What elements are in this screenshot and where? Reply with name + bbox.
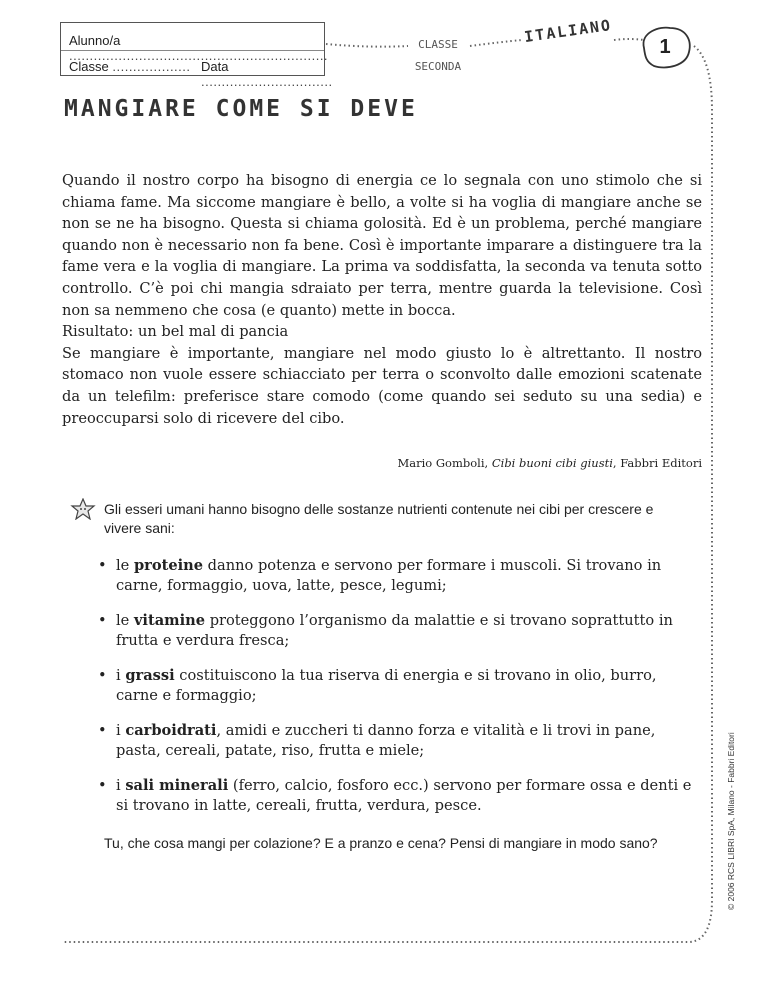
star-icon bbox=[70, 498, 96, 520]
item-text: , amidi e zuccheri ti danno forza e vitalità e li trovi in pane, pasta, cereali, patate, riso, frutta e miele; bbox=[116, 722, 656, 759]
intro-text: Gli esseri umani hanno bisogno delle sostanze nutrienti contenute nei cibi per crescere e vivere sani: bbox=[104, 501, 654, 536]
item-name: sali minerali bbox=[125, 777, 229, 794]
list-item bbox=[98, 666, 696, 706]
bullet-icon: • bbox=[98, 667, 107, 684]
list-item bbox=[98, 776, 696, 816]
item-text: (ferro, calcio, fosforo ecc.) servono per formare ossa e denti e si trovano in latte, cereali, frutta, verdura, pesce. bbox=[116, 777, 692, 814]
student-dots: ............................................................... bbox=[69, 48, 329, 63]
class-label: Classe bbox=[69, 59, 109, 74]
grade-line1: CLASSE bbox=[418, 38, 458, 51]
list-item bbox=[98, 556, 696, 596]
item-article: i bbox=[116, 667, 126, 684]
item-name: carboidrati bbox=[125, 722, 217, 739]
student-info-box bbox=[60, 22, 333, 89]
page-number: 1 bbox=[659, 36, 671, 58]
main-text bbox=[62, 170, 702, 429]
grade-label bbox=[408, 34, 468, 78]
grade-line2: SECONDA bbox=[414, 60, 462, 73]
paragraph-2: Risultato: un bel mal di pancia bbox=[62, 323, 289, 341]
item-article: le bbox=[116, 557, 134, 574]
subject-label: ITALIANO bbox=[523, 15, 614, 47]
citation-book: Cibi buoni cibi giusti bbox=[491, 456, 613, 470]
list-item bbox=[98, 721, 696, 761]
paragraph-3: Se mangiare è importante, mangiare nel modo giusto lo è altrettanto. Il nostro stomaco non vuole essere schiacciato per terra o sconvolto dalle emozioni scatenate da un telefilm: preferisce stare comodo (come quando sei seduto su una sedia) e preoccuparsi solo di ricevere del cibo. bbox=[62, 344, 702, 427]
page-title: MANGIARE COME SI DEVE bbox=[64, 96, 418, 122]
bullet-icon: • bbox=[98, 722, 107, 739]
bullet-icon: • bbox=[98, 777, 107, 794]
citation-author: Mario Gomboli, bbox=[397, 456, 492, 470]
list-item bbox=[98, 611, 696, 651]
copyright-notice: © 2006 RCS LIBRI SpA, Milano - Fabbri Editori bbox=[726, 732, 736, 910]
paragraph-1: Quando il nostro corpo ha bisogno di energia ce lo segnala con uno stimolo che si chiama fame. Ma siccome mangiare è bello, a volte si ha voglia di mangiare anche se non se ne ha bisogno. Questa si chiama golosità. Ed è un problema, perché mangiare quando non è necessario non fa bene. Così è importante imparare a distinguere tra la fame vera e la voglia di mangiare. La prima va soddisfatta, la seconda va tenuta sotto controllo. C’è poi chi mangia sdraiato per terra, mentre guarda la televisione. Così non sa nemmeno che cosa (e quanto) mette in bocca. bbox=[62, 172, 702, 319]
date-dots: ................................ bbox=[201, 74, 333, 89]
item-name: proteine bbox=[133, 557, 204, 574]
student-label: Alunno/a bbox=[69, 33, 121, 48]
item-text: danno potenza e servono per formare i muscoli. Si trovano in carne, formaggio, uova, latte, pesce, legumi; bbox=[116, 557, 662, 594]
bullet-icon: • bbox=[98, 557, 107, 574]
citation-publisher: , Fabbri Editori bbox=[612, 456, 702, 470]
date-label: Data bbox=[201, 59, 229, 74]
bullet-icon: • bbox=[98, 612, 107, 629]
class-field[interactable] bbox=[69, 59, 191, 74]
citation bbox=[360, 456, 702, 470]
item-article: i bbox=[116, 722, 126, 739]
item-text: proteggono l’organismo da malattie e si trovano soprattutto in frutta e verdura fresca; bbox=[116, 612, 673, 649]
item-text: costituiscono la tua riserva di energia e si trovano in olio, burro, carne e formaggio; bbox=[116, 667, 657, 704]
box-divider bbox=[61, 50, 324, 51]
item-name: grassi bbox=[125, 667, 175, 684]
item-article: i bbox=[116, 777, 126, 794]
nutrient-list bbox=[98, 556, 696, 831]
page-number-badge bbox=[636, 22, 694, 72]
class-dots: ................... bbox=[112, 59, 191, 74]
item-name: vitamine bbox=[133, 612, 206, 629]
item-article: le bbox=[116, 612, 134, 629]
question-text: Tu, che cosa mangi per colazione? E a pranzo e cena? Pensi di mangiare in modo sano? bbox=[104, 835, 658, 851]
date-field[interactable] bbox=[201, 59, 333, 89]
